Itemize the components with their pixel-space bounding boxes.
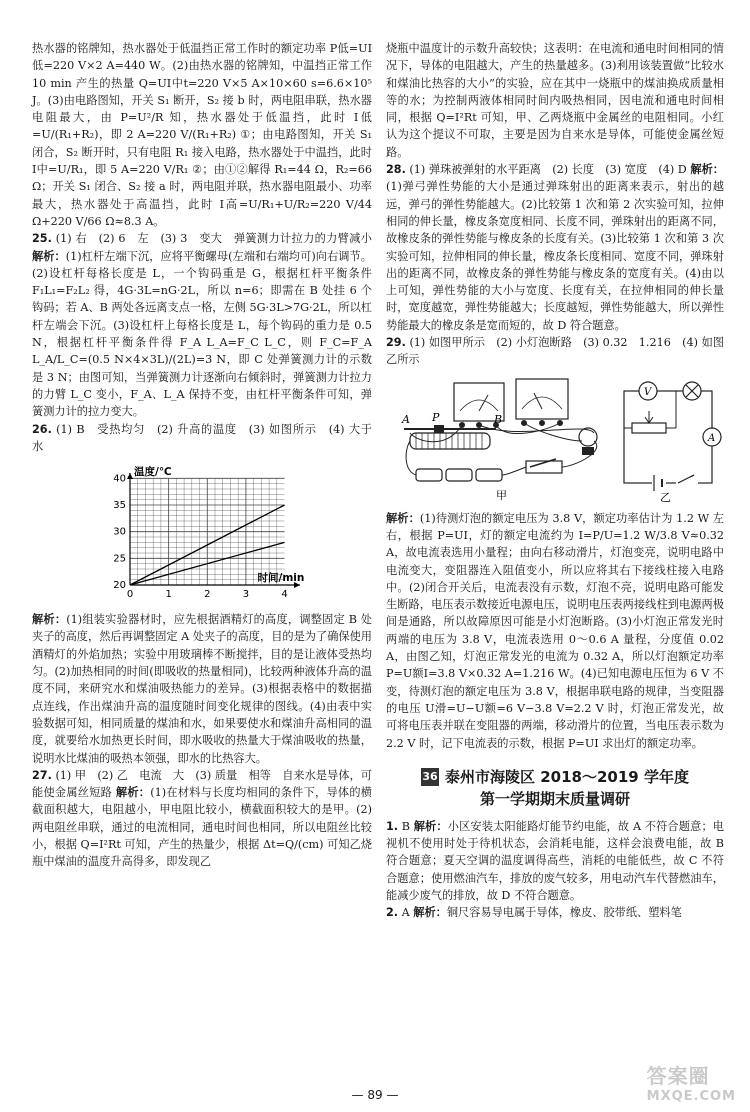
y-tick-label: 35 — [113, 500, 126, 512]
y-tick-label: 20 — [113, 580, 126, 592]
new-q2-analysis: 铜尺容易导电属于导体，橡皮、胶带纸、塑料笔 — [446, 906, 682, 920]
voltmeter-device — [516, 379, 568, 426]
switch-device — [526, 459, 562, 473]
q25-analysis-label: 解析： — [32, 249, 66, 263]
q29-analysis-label: 解析： — [386, 511, 420, 525]
q26-analysis-block — [32, 611, 372, 767]
x-tick-label: 0 — [126, 589, 134, 601]
q25-answer — [32, 230, 372, 420]
section-badge: 36 — [421, 768, 439, 786]
q28-answer — [386, 161, 724, 334]
new-q1-answer: B — [401, 819, 410, 833]
schematic-voltmeter-label: V — [644, 386, 652, 398]
section-title-line1: 泰州市海陵区 2018～2019 学年度 — [445, 767, 689, 786]
q27-number: 27. — [32, 768, 52, 782]
new-q2-number: 2. — [386, 906, 399, 920]
chart-svg — [92, 457, 312, 607]
schematic-ammeter-label: A — [708, 432, 716, 444]
q29-answer — [386, 334, 724, 369]
new-q2-analysis-label: 解析： — [413, 906, 447, 920]
y-axis-label: 温度/℃ — [134, 466, 172, 479]
y-tick-label: 30 — [113, 526, 126, 538]
q27-answer-text: (1) 甲 (2) 乙 电流 大 (3) 质量 相等 自来水是导体，可能使金属丝短路 — [32, 768, 372, 800]
q25-answer-text: (1) 右 (2) 6 左 (3) 3 变大 弹簧测力计拉力的力臂减小 — [55, 232, 372, 246]
q27-analysis: (1)在材料与长度均相同的条件下，导体的横截面积越大，电阻越小，甲电阻比较小，横截面积较大的是甲。(2)两电阻丝串联，通过的电流相同，通电时间也相同，所以电阻丝比较小，根据 Q=I²Rt 可知，产生的热量少，根据 Δt=Q/(cm) 可知乙烧瓶中煤油的温度升高得多，即发现乙 — [32, 786, 372, 869]
watermark-line2: MXQE.COM — [646, 1089, 736, 1104]
section-header — [386, 766, 724, 810]
x-tick-label: 1 — [165, 589, 172, 601]
schematic-yi — [624, 382, 721, 491]
q28-answer-text: (1) 弹珠被弹射的水平距离 (2) 长度 (3) 宽度 (4) D — [409, 163, 687, 177]
left-column — [32, 40, 384, 871]
q28-analysis-label: 解析： — [690, 163, 724, 177]
section-title-line2: 第一学期期末质量调研 — [479, 789, 630, 808]
q24-continuation: 热水器的铭牌知，热水器处于低温挡正常工作时的额定功率 P低=UI低=220 V×2 A=440 W。(2)由热水器的铭牌知，中温挡正常工作 10 min 产生的热量 Q=UI中t=220 V×5 A×10×60 s=6.6×10⁵ J。(3)由电路图知，开关 S₁ 断开，S₂ 接 b 时，两电阻串联，热水器电阻最大，由 P=U²/R 知，热水器处于低温挡，此时 I低=U/(R₁+R₂)，即 2 A=220 V/(R₁+R₂) ①；由电路图知，开关 S₁ 闭合，S₂ 断开时，只有电阻 R₁ 接入电路，热水器处于中温挡，此时 I中=U/R₁，即 5 A=220 V/R₁ ②；由①②解得 R₁=44 Ω，R₂=66 Ω；开关 S₁ 闭合、S₂ 接 a 时，两电阻并联，热水器电阻最小、功率最大，热水器处于高温挡，此时 I高=U/R₁+U/R₂=220 V/44 Ω+220 V/66 Ω≈8.3 A。 — [32, 42, 372, 228]
circuit-figures — [396, 371, 726, 506]
x-tick-label: 4 — [281, 589, 288, 601]
q27-continuation: 烧瓶中温度计的示数升高较快；这表明：在电流和通电时间相同的情况下，导体的电阻越大，产生的热量越多。(3)利用该装置做“比较水和煤油比热容的大小”的实验，应在其中一烧瓶中的煤油换成质量相等的水；为控制两液体相同时间内吸热相同，因电流和通电时间相同，根据 Q=I²Rt 可知，甲、乙两烧瓶中金属丝的电阻相同。小红认为这个提议不可取，主要是因为自来水是导体，可能使金属丝短路。 — [386, 42, 724, 159]
new-q1 — [386, 818, 724, 904]
watermark-logo — [647, 1060, 736, 1104]
page-number: — 89 — — [351, 1088, 399, 1102]
label-A: A — [402, 412, 410, 426]
q29-analysis: (1)待测灯泡的额定电压为 3.8 V，额定功率估计为 1.2 W 左右，根据 P=UI，灯的额定电流约为 I=P/U=1.2 W/3.8 V≈0.32 A，故电流表选用小量程；由向右移动滑片，灯泡变亮，说明电路中电流变大，变阻器连入阻值变小，所以应将其右下接线柱接入电路中。(2)闭合开关后，电流表没有示数，灯泡不亮，说明电路可能发生断路，电压表示数接近电源电压，说明电压表两接线柱到电源两极间是通路，所以故障原因可能是小灯泡断路。(3)小灯泡正常发光时两端的电压为 3.8 V，电流表选用 0～0.6 A 量程，分度值 0.02 A，由图乙知，灯泡正常发光的电流为 0.32 A，所以灯泡额定功率 P=U额I=3.8 V×0.32 A=1.216 W。(4)已知电源电压恒为 6 V 不变，待测灯泡的额定电压为 3.8 V，根据串联电路的规律，当变阻器的电压 U滑=U−U额=6 V−3.8 V=2.2 V 时，灯泡正常发光，故可将电压表并联在变阻器的两端，移动滑片的位置，当电压表示数为 2.2 V 时，记下电流表的示数，根据 P=UI 求出灯的额定功率。 — [386, 511, 724, 750]
x-tick-label: 3 — [242, 589, 250, 601]
new-q2-answer: A — [401, 906, 410, 920]
q29-analysis-block — [386, 510, 724, 752]
right-column — [386, 40, 724, 922]
new-q1-number: 1. — [386, 819, 399, 833]
q29-number: 29. — [386, 336, 406, 350]
new-q1-analysis: 小区安装太阳能路灯能节约电能，故 A 不符合题意；电视机不使用时处于待机状态，会消耗电能，这样会浪费电能，故 B 符合题意；夏天空调的温度调得高些，消耗的电能低些，故 C 不符合题意；使用燃油汽车，排放的废气较多，用电动汽车代替燃油车，能减少废气的排放，故 D 不符合题意。 — [386, 819, 724, 902]
new-q2 — [386, 904, 724, 921]
q26-analysis: (1)组装实验器材时，应先根据酒精灯的高度，调整固定 B 处夹子的高度，然后再调整固定 A 处夹子的高度，目的是为了确保使用酒精灯的外焰加热；实验中用玻璃棒不断搅拌，目的是让液体受热均匀。(2)加热相同的时间(即吸收的热量相同)，比较两种液体升高的温度不同，来研究水和煤油吸热能力的差异。(3)根据表格中的数据描点连线，作出煤油升高的温度随时间变化规律的图线。(4)由表中实验数据可知，相同质量的煤油和水，如果要使水和煤油升高相同的温度，就要给水加热更长时间，即水吸收的热量大于煤油吸收的热量，说明水比煤油的吸热本领强，即水的比热容大。 — [32, 613, 372, 765]
q25-number: 25. — [32, 232, 52, 246]
new-q1-analysis-label: 解析： — [413, 819, 448, 833]
q26-analysis-label: 解析： — [32, 613, 67, 627]
figure-jia-label: 甲 — [496, 488, 507, 502]
label-P: P — [432, 410, 440, 424]
circuit-svg — [396, 371, 726, 506]
y-tick-label: 40 — [113, 473, 126, 485]
y-axis-arrow — [127, 473, 133, 479]
figure-yi-label: 乙 — [660, 490, 671, 504]
q28-number: 28. — [386, 163, 406, 177]
q26-number: 26. — [32, 422, 52, 436]
q25-analysis: (1)杠杆左端下沉，应将平衡螺母(左端和右端均可)向右调节。(2)设杠杆每格长度是 L，一个钩码重是 G，根据杠杆平衡条件 F₁L₁=F₂L₂ 得，4G·3L=nG·2L，所以 n=6；即需在 B 处挂 6 个钩码；若 A、B 两处各远离支点一格，左侧 5G·3L>7G·2L，所以杠杆左端会下沉。(3)设杠杆上每格长度是 L，每个钩码的重力是 0.5 N，根据杠杆平衡条件得 F_A L_A=F_C L_C，则 F_C=F_A L_A/L_C=(0.5 N×4×3L)/(2L)=3 N，即 C 处弹簧测力计的示数是 3 N；由图可知，当弹簧测力计逐渐向右倾斜时，弹簧测力计拉力的力臂 L_C 变小，F_A、L_A 保持不变，由杠杆平衡条件可知，弹簧测力计的拉力变大。 — [32, 249, 372, 419]
q28-analysis: (1)弹弓弹性势能的大小是通过弹珠射出的距离来表示，射出的越远，弹弓的弹性势能越大。(2)比较第 1 次和第 2 次实验可知，拉伸相同的伸长量，橡皮条宽度相同、长度不同，弹珠射出的距离不同，故橡皮条的弹性势能与橡皮条的长度有关。(3)比较第 1 次和第 3 次实验可知，拉伸相同的伸长量，橡皮条长度相同、宽度不同，弹珠射出的距离不同，故橡皮条的弹性势能与橡皮条的宽度有关。(4)由以上可知，弹性势能的大小与宽度、长度有关，在拉伸相同的伸长量时，宽度越宽，弹性势能越大；长度越短，弹性势能越大，所以弹性势能最大的橡皮条是宽而短的，故 D 符合题意。 — [386, 180, 724, 332]
temperature-time-chart — [92, 457, 312, 607]
q29-answer-text: (1) 如图甲所示 (2) 小灯泡断路 (3) 0.32 1.216 (4) 如图乙所示 — [386, 336, 724, 367]
y-tick-label: 25 — [113, 553, 126, 565]
q26-answer-text: (1) B 受热均匀 (2) 升高的温度 (3) 如图所示 (4) 大于 水 — [32, 422, 384, 453]
watermark-line1: 答案圈 — [646, 1064, 710, 1088]
q27-answer — [32, 767, 372, 871]
q26-answer — [32, 421, 384, 456]
q27-analysis-label: 解析： — [115, 786, 151, 800]
x-axis-label: 时间/min — [257, 572, 305, 585]
battery-pack — [416, 469, 502, 481]
x-tick-label: 2 — [204, 589, 211, 601]
label-B: B — [494, 412, 503, 426]
